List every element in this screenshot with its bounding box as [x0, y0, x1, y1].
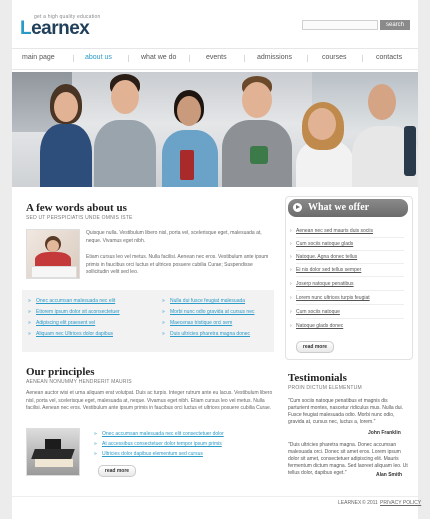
principles-link[interactable]: Onec accumsan malesuada nec elit consectetuer dolor — [102, 431, 224, 437]
nav-separator — [128, 55, 129, 62]
offer-item[interactable]: Ei nis dolor sed tellus semper — [296, 267, 362, 273]
offer-item[interactable]: Cum sociis natoque — [296, 309, 340, 315]
offer-item[interactable]: Joserp natoque penatibus — [296, 281, 354, 287]
arrow-icon: » — [94, 431, 97, 437]
offer-read-more-button[interactable]: read more — [296, 341, 334, 353]
arrow-icon: › — [290, 281, 292, 287]
page — [12, 0, 422, 519]
arrow-icon: » — [28, 309, 31, 315]
nav-separator — [307, 55, 308, 62]
about-link[interactable]: Maecenas tristique orci sem — [170, 320, 233, 326]
nav-courses[interactable]: courses — [322, 54, 347, 61]
nav-main-page[interactable]: main page — [22, 54, 55, 61]
principles-subtitle: AENEAN NONUMMY HENDRERIT MAURIS — [26, 379, 132, 385]
principles-link[interactable]: At accessibus consectetuer dolor tempor ipsum primis — [102, 441, 222, 447]
offer-item[interactable]: Aenean nec sed mauris duis sociis — [296, 228, 373, 234]
nav-about-us[interactable]: about us — [85, 54, 112, 61]
main-nav — [12, 48, 418, 70]
divider — [296, 318, 404, 319]
arrow-icon: » — [94, 441, 97, 447]
divider — [296, 263, 404, 264]
offer-item[interactable]: Lorem nunc ultrices turpis feugiat — [296, 295, 370, 301]
arrow-icon: › — [290, 267, 292, 273]
principles-link[interactable]: Ultricies dolor dapibus elementum sed cursus — [102, 451, 203, 457]
arrow-icon: » — [28, 320, 31, 326]
offer-header — [288, 199, 408, 217]
footer — [12, 496, 422, 509]
search-button[interactable]: search — [380, 20, 410, 30]
about-link[interactable]: Adipiscing elit praesent vel — [36, 320, 96, 326]
nav-what-we-do[interactable]: what we do — [141, 54, 177, 61]
principles-photo — [26, 428, 80, 476]
nav-contacts[interactable]: contacts — [376, 54, 403, 61]
arrow-icon: › — [290, 228, 292, 234]
play-circle-icon — [293, 203, 302, 212]
arrow-icon: › — [290, 323, 292, 329]
offer-title: What we offer — [308, 202, 370, 213]
about-link[interactable]: Duis ultricies pharetra magna donec — [170, 331, 251, 337]
principles-text: Aenean auctor wisi et urna aliquam erat volutpat. Duis ac turpis. Integer rutrum ante eu lacus. Vestibulum libero nisl, porta vel, scelerisque eget, malesuada at, neque. Vivamus eget nibh. Etiam cursus leo vel metus. Nulla facilisi. Aenean nec eros. Vestibulum ante ipsum primis in faucibus orci luctus et ultrices posuere cubilia Curae. — [26, 390, 273, 411]
divider — [296, 237, 404, 238]
about-links-panel — [22, 290, 274, 352]
logo-tagline: get a high quality education — [34, 14, 101, 20]
about-link[interactable]: Aliquam nec Ultrices dolor dapibus — [36, 331, 113, 337]
about-subtitle: SED UT PERSPICIATIS UNDE OMNIS ISTE — [26, 215, 133, 221]
arrow-icon: » — [162, 298, 165, 304]
nav-separator — [73, 55, 74, 62]
about-link[interactable]: Onec accumsan malesuada nec elit — [36, 298, 116, 304]
about-link[interactable]: Morbi nunc odio gravida at cursus nec — [170, 309, 255, 315]
principles-read-more-button[interactable]: read more — [98, 465, 136, 477]
nav-separator — [244, 55, 245, 62]
nav-separator — [362, 55, 363, 62]
arrow-icon: » — [28, 331, 31, 337]
about-link[interactable]: Etiorem ipsum dolor sit aconsectetuer — [36, 309, 120, 315]
about-link[interactable]: Nulla dui fusce feugiat malesuada — [170, 298, 246, 304]
nav-admissions[interactable]: admissions — [257, 54, 293, 61]
arrow-icon: » — [162, 320, 165, 326]
arrow-icon: » — [28, 298, 31, 304]
arrow-icon: » — [162, 331, 165, 337]
divider — [296, 304, 404, 305]
arrow-icon: » — [162, 309, 165, 315]
offer-item[interactable]: Natoque. Agna donec tellus — [296, 254, 358, 260]
arrow-icon: » — [94, 451, 97, 457]
nav-events[interactable]: events — [206, 54, 227, 61]
testimonial-quote: "Duis ultricies pharetra magna. Donec accumsan malesuada orci. Donec sit amet eros. Lorem ipsum dolor sit amet, consectetuer adipiscing elit. Mauris fermentum dictum magna. Sed laoreet aliquam leo. Ut tellus dolor, dapibus eget." — [288, 442, 408, 476]
footer-copyright: © 2011 — [362, 500, 378, 506]
arrow-icon: › — [290, 254, 292, 260]
divider — [296, 290, 404, 291]
about-body-text: Etiam cursus leo vel metus. Nulla facilisi. Aenean nec eros. Vestibulum ante ipsum primis in faucibus orci luctus et ultrices posuere cubilia Curae; Suspendisse sollicitudin velit sed leo. — [86, 254, 269, 275]
hero-photo — [12, 72, 418, 187]
offer-item[interactable]: Natoque glads donec — [296, 323, 344, 329]
offer-item[interactable]: Cum sociis natoque glads — [296, 241, 354, 247]
testimonial-author: Alan Smith — [376, 472, 403, 478]
arrow-icon: › — [290, 241, 292, 247]
testimonials-title: Testimonials — [288, 372, 347, 384]
arrow-icon: › — [290, 295, 292, 301]
search-input[interactable] — [302, 20, 378, 30]
nav-separator — [189, 55, 190, 62]
footer-brand: LEARNEX — [338, 500, 362, 506]
testimonial-author: John Franklin — [368, 430, 401, 436]
offer-panel — [285, 196, 413, 360]
logo-wordmark: Learnex — [20, 18, 90, 39]
arrow-icon: › — [290, 309, 292, 315]
privacy-policy-link[interactable]: PRIVACY POLICY — [380, 500, 422, 506]
about-intro-text: Quisque nulla. Vestibulum libero nisl, porta vel, scelerisque eget, malesuada at, neque. Vivamus eget nibh. — [86, 230, 262, 244]
divider — [296, 250, 404, 251]
about-photo — [26, 229, 80, 279]
testimonial-quote: "Cum sociis natoque penatibus et magnis dis parturient montes, nascetur ridiculus mus. Nulla dui. Fusce feugiat malesuada odio. Morbi nunc odio, gravida at, cursus nec, luctus a, lorem." — [288, 398, 404, 425]
about-title: A few words about us — [26, 202, 127, 214]
testimonials-subtitle: PROIN DICTUM ELEMENTUM — [288, 385, 362, 391]
divider — [296, 276, 404, 277]
principles-title: Our principles — [26, 366, 95, 378]
